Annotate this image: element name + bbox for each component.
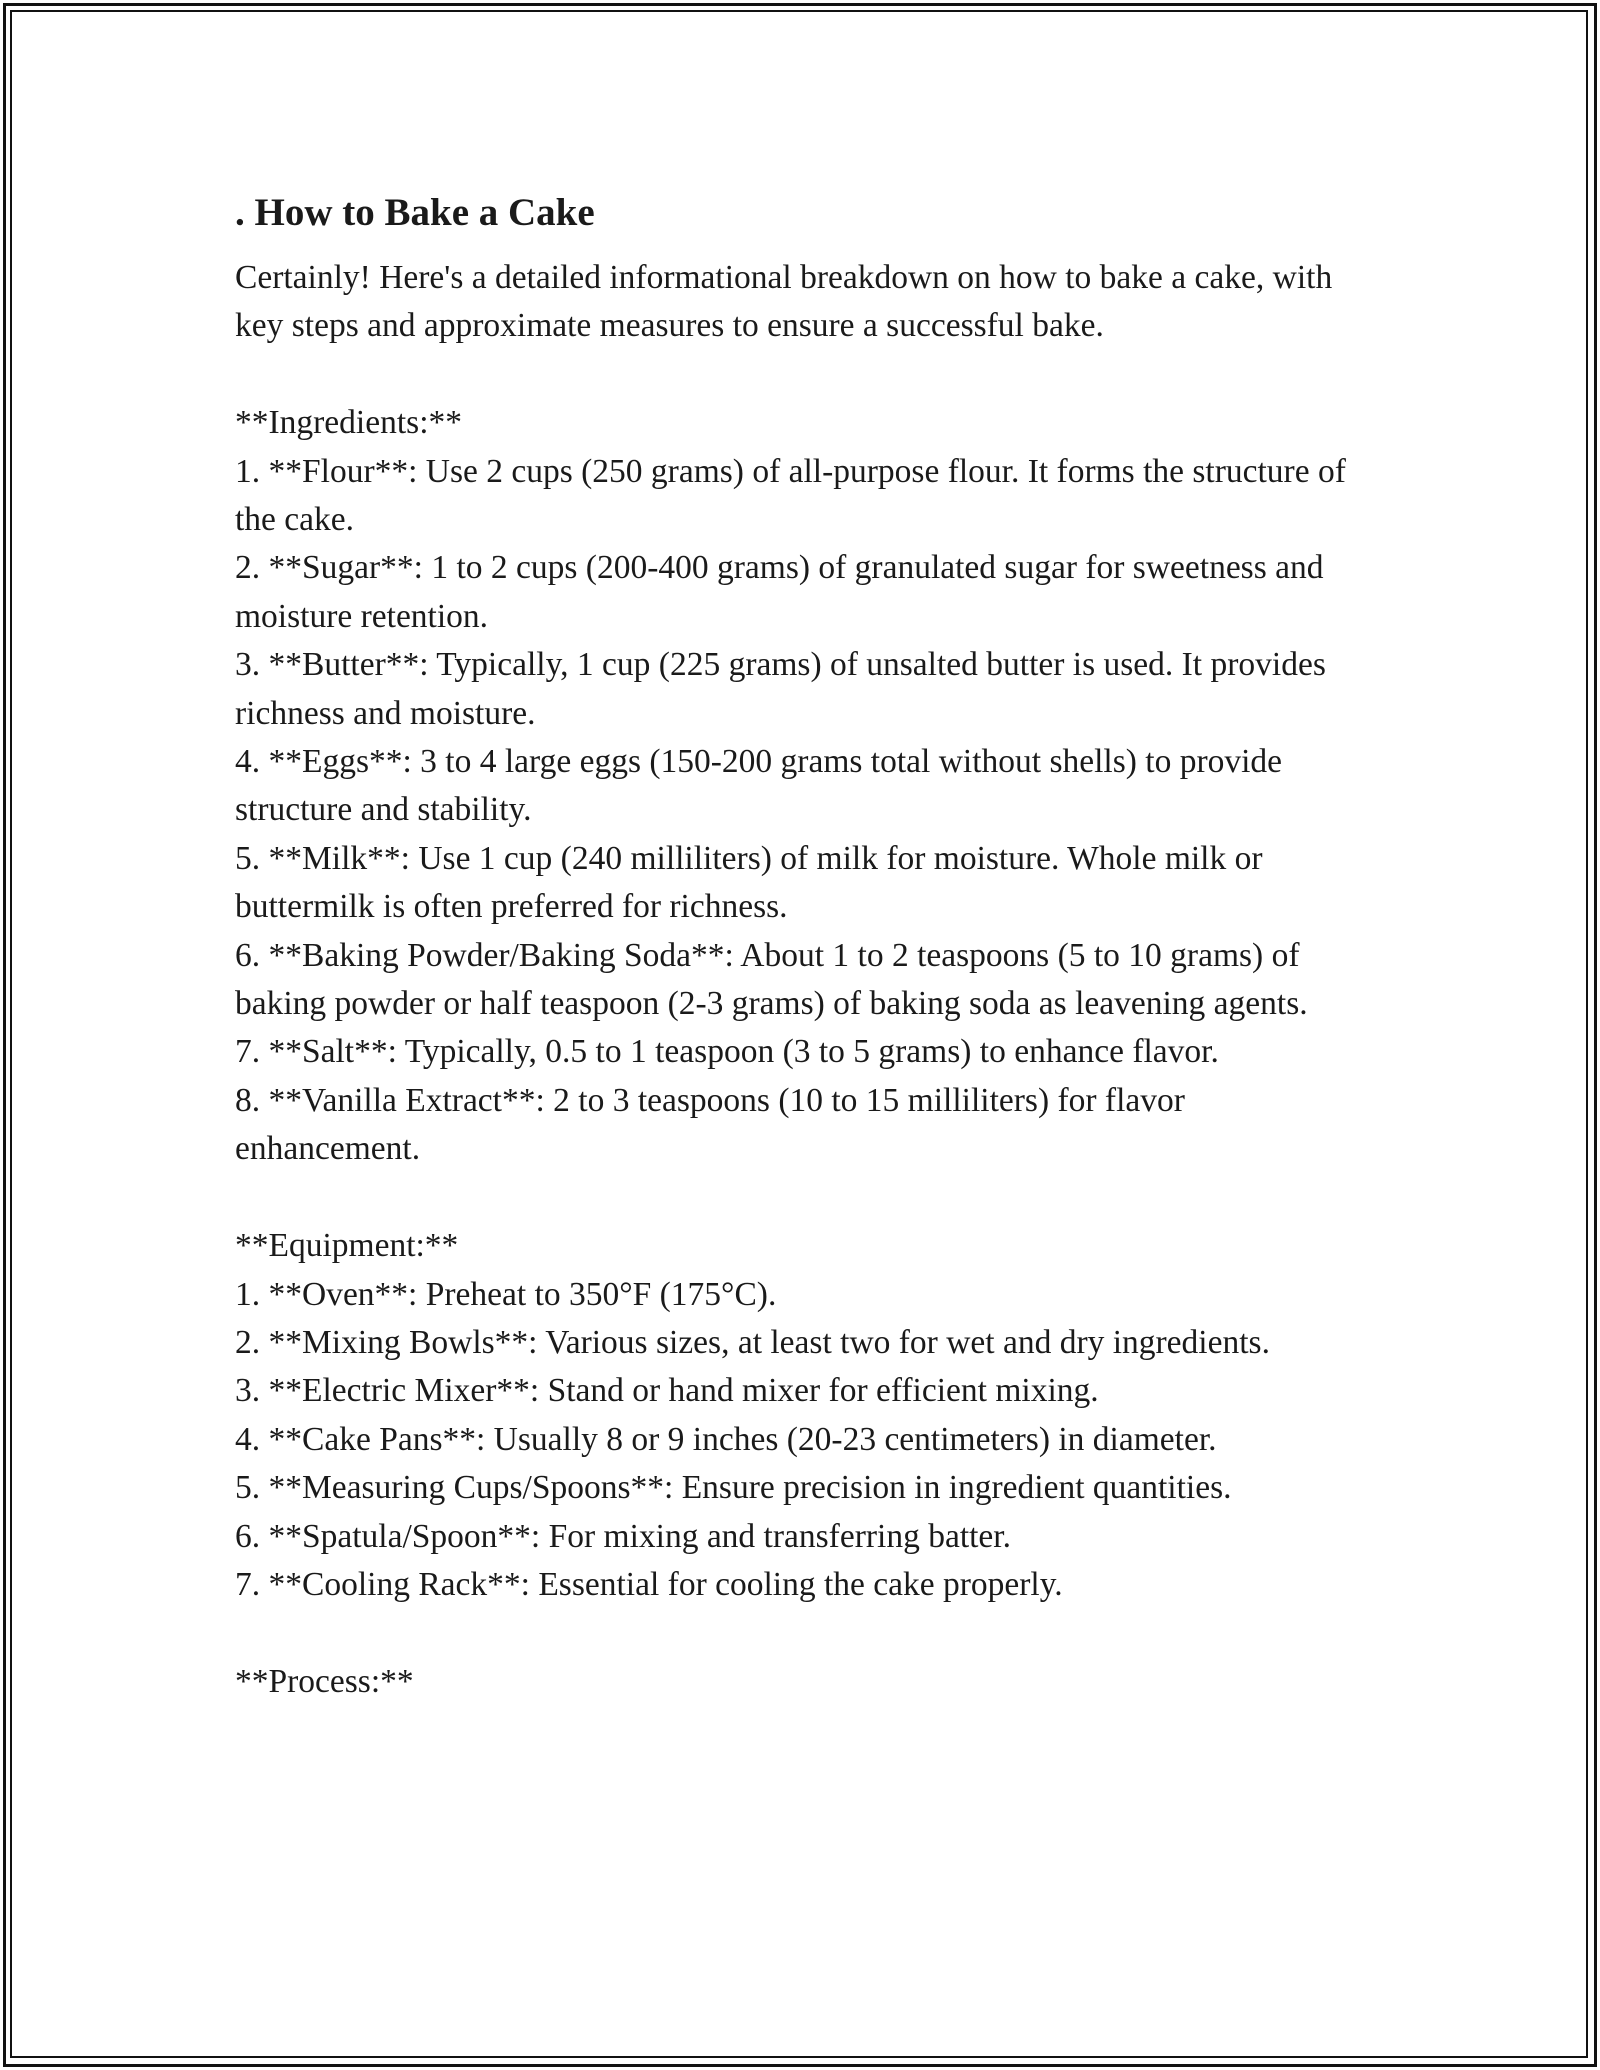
ingredient-item-vanilla: 8. **Vanilla Extract**: 2 to 3 teaspoons (10 to 15 milliliters) for flavor enhancement. — [235, 1081, 1185, 1168]
equipment-list — [235, 1271, 1375, 1610]
ingredient-item-sugar: 2. **Sugar**: 1 to 2 cups (200-400 grams) of granulated sugar for sweetness and moisture retention. — [235, 549, 1324, 635]
spacer — [235, 1609, 1375, 1657]
spacer — [235, 1174, 1375, 1222]
document-body — [235, 186, 1375, 1706]
equipment-item-oven: 1. **Oven**: Preheat to 350°F (175°C). — [235, 1275, 777, 1313]
equipment-item-cake-pans: 4. **Cake Pans**: Usually 8 or 9 inches (20-23 centimeters) in diameter. — [235, 1420, 1217, 1458]
ingredient-item-salt: 7. **Salt**: Typically, 0.5 to 1 teaspoon (3 to 5 grams) to enhance flavor. — [235, 1033, 1219, 1071]
ingredient-item-eggs: 4. **Eggs**: 3 to 4 large eggs (150-200 grams total without shells) to provide structure and stability. — [235, 743, 1283, 829]
document-title: . How to Bake a Cake — [235, 191, 595, 234]
process-heading: **Process:** — [235, 1662, 414, 1700]
ingredients-heading: **Ingredients:** — [235, 404, 463, 442]
spacer — [235, 351, 1375, 399]
ingredient-item-butter: 3. **Butter**: Typically, 1 cup (225 grams) of unsalted butter is used. It provides richness and moisture. — [235, 646, 1326, 732]
ingredient-item-milk: 5. **Milk**: Use 1 cup (240 milliliters) of milk for moisture. Whole milk or buttermilk is often preferred for richness. — [235, 839, 1263, 926]
equipment-item-cooling-rack: 7. **Cooling Rack**: Essential for cooling the cake properly. — [235, 1565, 1063, 1603]
equipment-item-spatula: 6. **Spatula/Spoon**: For mixing and transferring batter. — [235, 1517, 1011, 1555]
intro-paragraph: Certainly! Here's a detailed informational breakdown on how to bake a cake, with key steps and approximate measures to ensure a successful bake. — [235, 259, 1333, 345]
ingredients-list — [235, 448, 1375, 1174]
equipment-item-mixing-bowls: 2. **Mixing Bowls**: Various sizes, at least two for wet and dry ingredients. — [235, 1323, 1270, 1361]
equipment-item-electric-mixer: 3. **Electric Mixer**: Stand or hand mixer for efficient mixing. — [235, 1372, 1099, 1410]
equipment-item-measuring: 5. **Measuring Cups/Spoons**: Ensure precision in ingredient quantities. — [235, 1469, 1232, 1507]
ingredient-item-flour: 1. **Flour**: Use 2 cups (250 grams) of all-purpose flour. It forms the structure of the cake. — [235, 452, 1346, 539]
ingredient-item-leavening: 6. **Baking Powder/Baking Soda**: About 1 to 2 teaspoons (5 to 10 grams) of baking powder or half teaspoon (2-3 grams) of baking soda as leavening agents. — [235, 936, 1308, 1023]
equipment-heading: **Equipment:** — [235, 1227, 459, 1265]
